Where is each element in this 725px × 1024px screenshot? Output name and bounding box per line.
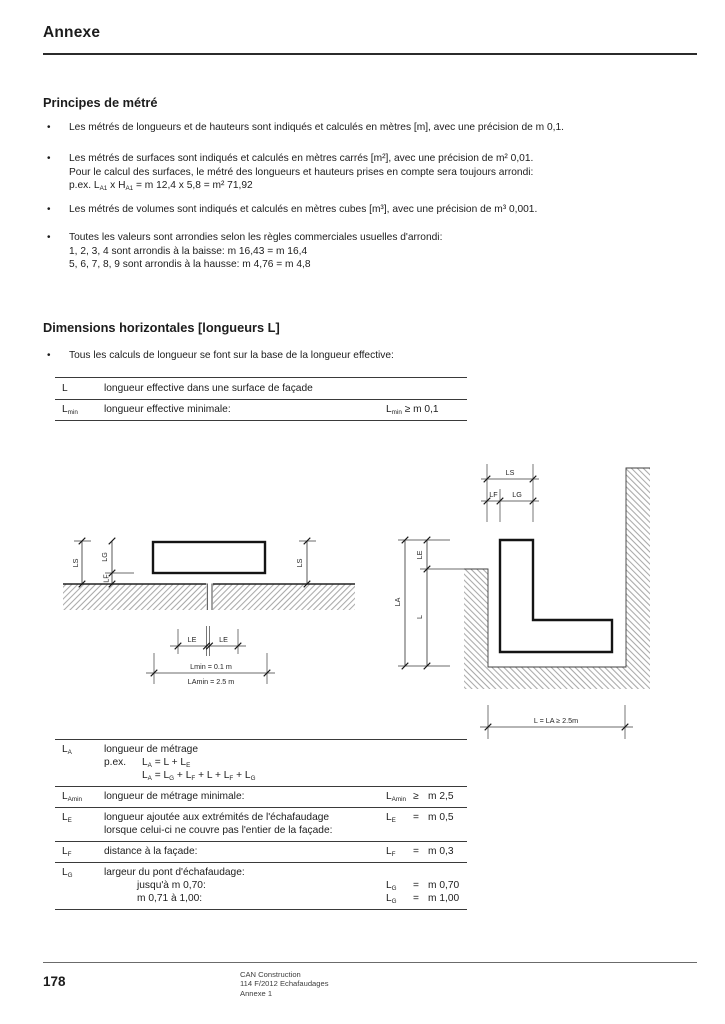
imprint-line: 114 F/2012 Echafaudages	[240, 979, 329, 989]
dim-label-la: LA	[393, 597, 402, 607]
description-cell: longueur effective minimale:	[104, 404, 231, 416]
value-operator: =	[413, 893, 419, 904]
bullet-icon: •	[47, 204, 51, 215]
dim-label-le: LE	[187, 635, 197, 644]
value-number: m 1,00	[428, 893, 460, 904]
bullet-item	[43, 203, 705, 217]
desc-line: m 0,71 à 1,00:	[137, 893, 203, 904]
table-row	[55, 841, 467, 862]
dim-label-lf: LF	[489, 490, 498, 499]
description-cell: distance à la façade:	[104, 846, 198, 857]
symbol-cell: $L_F$	[62, 846, 72, 858]
symbol-cell: $L_{min}$	[62, 404, 78, 417]
symbol-cell: $L_A$	[62, 744, 72, 756]
bullet-text: Toutes les valeurs sont arrondies selon les règles commerciales usuelles d'arrondi:	[69, 232, 443, 243]
value-number: m 2,5	[428, 791, 454, 802]
bullet-text: Tous les calculs de longueur se font sur la base de la longueur effective:	[69, 350, 394, 361]
formula: $L_A = L + L_E$	[142, 757, 191, 769]
bullet-text: Les métrés de volumes sont indiqués et calculés en mètres cubes [m³], avec une précision de m³ 0,001.	[69, 204, 538, 215]
value-cell	[386, 790, 467, 803]
value-number: m 0,5	[428, 812, 454, 823]
dim-label-ls: LS	[71, 558, 80, 568]
section-heading-dimensions: Dimensions horizontales [longueurs L]	[43, 320, 280, 335]
desc-line: jusqu'à m 0,70:	[137, 880, 206, 891]
bullet-text: Pour le calcul des surfaces, le métré des longueurs et hauteurs prises en compte sera toujours arrondi:	[69, 166, 534, 178]
value-symbol: $L_G$	[386, 880, 397, 892]
value-cell	[386, 845, 467, 858]
dim-label-lg: LG	[512, 490, 522, 499]
section-heading-principes: Principes de métré	[43, 95, 158, 110]
value-number: m 0,3	[428, 846, 454, 857]
desc-line: longueur ajoutée aux extrémités de l'échafaudage	[104, 812, 330, 823]
description-cell	[104, 743, 386, 782]
value-operator: =	[413, 846, 419, 857]
dim-label-l-eq: L = LA ≥ 2.5m	[533, 716, 579, 725]
dim-label-lamin: LAmin = 2.5 m	[187, 677, 235, 686]
bullet-item	[43, 152, 705, 193]
page-number: 178	[43, 974, 66, 989]
bullet-icon: •	[47, 350, 51, 361]
bullet-item	[43, 349, 705, 363]
desc-line: longueur de métrage	[104, 744, 199, 755]
bullet-icon: •	[47, 122, 51, 133]
pex-label: p.ex.	[104, 757, 127, 768]
formula: $L_A = L_G + L_F + L + L_F + L_G$	[142, 770, 256, 782]
bullet-icon: •	[47, 153, 51, 164]
table-row	[55, 739, 467, 786]
table-row	[55, 399, 467, 421]
dim-label-lf: LF	[101, 574, 111, 583]
value-cell	[386, 866, 467, 905]
description-cell: longueur de métrage minimale:	[104, 791, 245, 802]
value-symbol: $L_{Amin}$	[386, 791, 407, 803]
bullet-icon: •	[47, 232, 51, 243]
bullet-text: Les métrés de surfaces sont indiqués et calculés en mètres carrés [m²], avec une précision de m² 0,01.	[69, 153, 534, 164]
value-cell	[386, 743, 467, 782]
symbol-cell: $L_{Amin}$	[62, 791, 83, 803]
scaffold-l-shape	[500, 540, 612, 652]
description-cell	[104, 866, 386, 905]
symbol-cell: L	[62, 382, 68, 394]
bullet-item	[43, 121, 705, 135]
technical-diagrams	[40, 440, 710, 750]
vertical-dimension-chain	[393, 537, 464, 670]
plan-view-corner-facade	[464, 464, 650, 739]
scaffold-plan-rect	[153, 542, 265, 573]
bullet-text: Les métrés de longueurs et de hauteurs sont indiqués et calculés en mètres [m], avec une précision de m 0,1.	[69, 122, 564, 133]
value-number: m 0,70	[428, 880, 460, 891]
desc-line: lorsque celui-ci ne couvre pas l'entier de la façade:	[104, 825, 333, 836]
dim-label-ls: LS	[505, 468, 515, 477]
footer-rule	[43, 962, 697, 963]
bullet-text: 1, 2, 3, 4 sont arrondis à la baisse: m 16,43 = m 16,4	[69, 245, 308, 257]
dim-label-lmin: Lmin = 0.1 m	[190, 662, 232, 671]
desc-line	[104, 756, 386, 769]
value-cell	[386, 811, 467, 837]
desc-line: largeur du pont d'échafaudage:	[104, 867, 245, 878]
table-row	[55, 378, 467, 399]
title-rule	[43, 53, 697, 55]
description-cell: longueur effective dans une surface de façade	[104, 382, 313, 394]
value-symbol: $L_F$	[386, 846, 396, 858]
dim-label-l: L	[415, 615, 424, 619]
symbol-cell: $L_G$	[62, 867, 73, 879]
dim-label-le: LE	[219, 635, 228, 644]
value-cell: $L_{min} \ge m$ 0,1	[386, 404, 439, 417]
table-row	[55, 862, 467, 909]
bullet-text: 5, 6, 7, 8, 9 sont arrondis à la hausse: m 4,76 = m 4,8	[69, 259, 311, 271]
imprint-line: CAN Construction	[240, 970, 301, 979]
symbol-cell: $L_E$	[62, 812, 72, 824]
imprint-line: Annexe 1	[240, 988, 273, 998]
bullet-item	[43, 231, 705, 272]
value-operator: =	[413, 812, 419, 823]
dim-label-lg: LG	[100, 552, 109, 562]
value-operator: ≥	[413, 791, 419, 802]
bullet-text: p.ex. $L_{A1}$ x $H_{A1} = m$ 12,4 x 5,8 = m² 71,92	[69, 180, 253, 192]
value-symbol: $L_E$	[386, 812, 396, 824]
description-cell	[104, 811, 386, 837]
plan-view-straight-facade	[63, 538, 355, 686]
table-row	[55, 807, 467, 841]
value-operator: =	[413, 880, 419, 891]
metrage-definitions-table	[55, 739, 467, 910]
page-title: Annexe	[43, 24, 101, 41]
dim-label-ls: LS	[295, 558, 304, 568]
imprint	[240, 970, 329, 998]
dim-label-le: LE	[415, 550, 424, 560]
table-row	[55, 786, 467, 807]
length-definitions-table	[55, 377, 467, 421]
value-symbol: $L_G$	[386, 893, 397, 905]
